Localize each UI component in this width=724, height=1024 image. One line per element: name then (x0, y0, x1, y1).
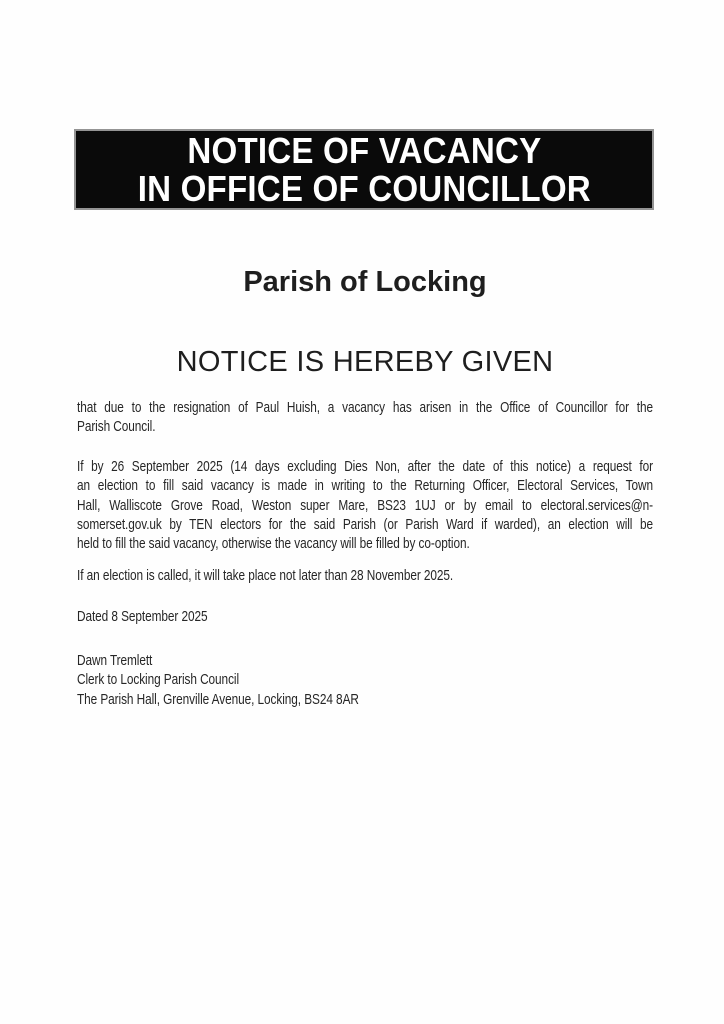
banner-title-line-1: NOTICE OF VACANCY (187, 129, 541, 171)
signature-block (77, 652, 653, 710)
paragraph-line: If by 26 September 2025 (14 days excluding Dies Non, after the date of this notice) a request for (77, 459, 653, 475)
signatory-title: Clerk to Locking Parish Council (77, 672, 240, 689)
paragraph-line: Dated 8 September 2025 (77, 609, 208, 625)
paragraph-line: Hall, Walliscote Grove Road, Weston super Mare, BS23 1UJ or by email to electoral.services@n- (77, 497, 653, 514)
notice-hereby-given-heading: NOTICE IS HEREBY GIVEN (176, 346, 554, 378)
paragraph-line: that due to the resignation of Paul Huish, a vacancy has arisen in the Office of Councillor for the (77, 400, 653, 416)
notice-title-banner (74, 129, 654, 210)
paragraph-line: Parish Council. (77, 419, 156, 436)
paragraph-line: an election to fill said vacancy is made in writing to the Returning Officer, Electoral Services, Town (77, 478, 653, 495)
dated-line (77, 608, 653, 627)
paragraph-line: If an election is called, it will take place not later than 28 November 2025. (77, 568, 454, 584)
parish-heading: Parish of Locking (243, 266, 487, 298)
paragraph-line: held to fill the said vacancy, otherwise the vacancy will be filled by co-option. (77, 536, 470, 553)
paragraph-line: somerset.gov.uk by TEN electors for the said Parish (or Parish Ward if warded), an election will be (77, 516, 653, 533)
banner-title-line-2: IN OFFICE OF COUNCILLOR (137, 167, 591, 209)
signatory-name: Dawn Tremlett (77, 653, 153, 669)
paragraph-election-request (77, 458, 653, 554)
paragraph-election-date (77, 567, 653, 586)
signatory-address: The Parish Hall, Grenville Avenue, Locking, BS24 8AR (77, 691, 359, 708)
paragraph-resignation (77, 399, 653, 438)
